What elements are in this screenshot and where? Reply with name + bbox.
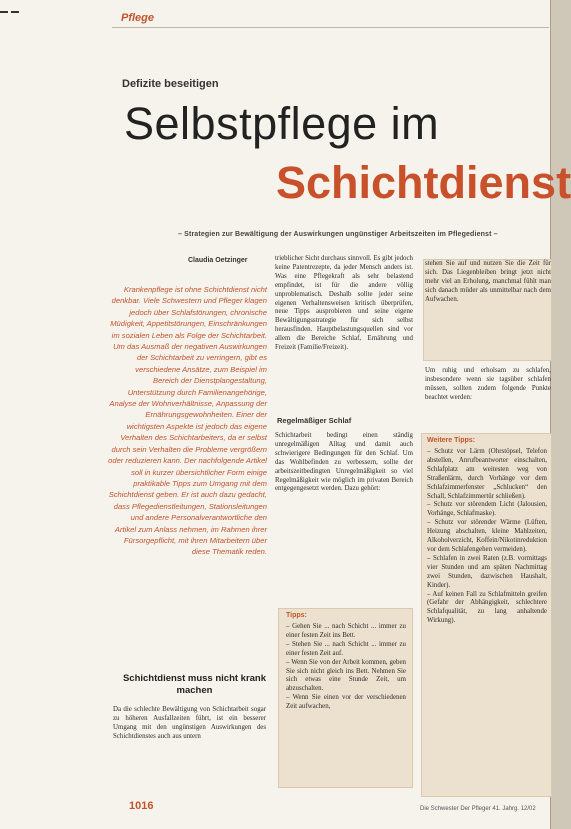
lead-text: Krankenpflege ist ohne Schichtdienst nicht denkbar. Viele Schwestern und Pfleger klagen jedoch über Schlafstörungen, chronische Müdigkeit, Appetitstörungen, Einschränkungen im sozialen Leben als Folge der Schichtarbeit. Um das Ausmaß der negativen Auswirkungen der Schichtarbeit zu verringern, gibt es verschiedene Ansätze, zum Beispiel im Bereich der Dienstplangestaltung, Unterstützung durch Familienangehörige, Analyse der Wohnverhältnisse, Anpassung der Ernährungsgewohnheiten. Einer der wichtigsten Aspekte ist jedoch das eigene Verhalten des Schichtarbeiters, da er selbst durch sein Verhalten die Probleme vergrößern oder reduzieren kann. Der nachfolgende Artikel soll in kurzer übersichtlicher Form einige praktikable Tipps zum Umgang mit dem Schichtdienst geben. Er ist auch dazu gedacht, dass Pflegedienstleitungen, Stationsleitungen und andere Personalverantwortliche den Artikel zum Anlass nehmen, im Rahmen ihrer Fürsorgepflicht, mit ihren Mitarbeitern über diese Thematik reden. [108,285,267,557]
col2-paragraph-a: trieblicher Sicht durchaus sinnvoll. Es gibt jedoch keine Patentrezepte, da jeder Mensch anders ist. Was eine Pflegekraft als sehr belastend empfindet, ist für die andere völlig unproblematisch. Deshalb sollte jeder seine eigenen Verhaltensweisen kritisch überprüfen, neue Tipps ausprobieren und seine eigene Bewältigungsstrategie für sich selbst herausfinden. Hauptbelastungsquellen sind vor allem die Bereiche Schlaf, Ernährung und Freizeit (Familie/Freizeit). [275,255,413,352]
heading-schichtdienst: Schichtdienst muss nicht krank machen [122,673,267,696]
col3-paragraph-b: Um ruhig und erholsam zu schlafen, insbesondere wenn sie tagsüber schlafen müssen, sollten zudem folgende Punkte beachtet werden: [425,367,551,401]
tip-item: – Schutz vor Lärm (Ohrstöpsel, Telefon abstellen, Anrufbeantworter einschalten, Schlafplatz am weitesten weg von Straßenlärm, durch Vorhänge vor dem Schlafzimmerfenster „Schlucken“ den Schall, Schlafzimmertür schließen). [427,448,547,500]
col1-paragraph: Da die schlechte Bewältigung von Schichtarbeit sogar zu höheren Ausfallzeiten führt, ist ein besserer Umgang mit den ungünstigen Auswirkungen des Schichtdienstes auch aus untern [113,706,266,740]
section-rule [112,27,549,28]
page-edge-shadow [550,0,571,829]
col3-paragraph-a: stehen Sie auf und nutzen Sie die Zeit für sich. Das Liegenbleiben bringt jetzt nicht mehr viel an Erholung, manchmal fühlt man sich danach müder als unmittelbar nach dem Aufwachen. [425,260,551,303]
tip-item: – Schlafen in zwei Raten (z.B. vormittags vier Stunden und am späten Nachmittag zwei Stunden, dazwischen Haushalt, Kinder). [427,554,547,589]
tip-box-1-title: Tipps: [286,612,307,619]
tip-item: – Schutz vor störender Wärme (Lüften, Heizung abschalten, kleine Mahlzeiten, Alkoholverzicht, Koffein/Nikotinreduktion vor dem Schlafengehen vermeiden). [427,519,547,553]
page-number: 1016 [129,800,154,812]
page-title-line-2: Schichtdienst [276,157,571,208]
tip-item: – Wenn Sie einen vor der verschiedenen Zeit aufwachen, [286,694,406,711]
footer-citation: Die Schwester Der Pfleger 41. Jahrg. 12/02 [420,806,536,812]
kicker: Defizite beseitigen [122,78,219,90]
tip-box-3-list [427,448,547,626]
lead-paragraph [108,284,267,558]
section-tag: Pflege [121,12,155,24]
page-title-line-1: Selbstpflege im [124,98,440,149]
tip-item: – Auf keinen Fall zu Schlafmitteln greifen (Gefahr der Abhängigkeit, schlechtere Schlafqualität, zu lang anhaltende Wirkung). [427,590,547,625]
subtitle: – Strategien zur Bewältigung der Auswirkungen ungünstiger Arbeitszeiten im Pflegedienst – [178,231,498,238]
tip-box-1-list [286,623,406,712]
column-2-text-b [275,432,413,494]
heading-regelmaessiger-schlaf: Regelmäßiger Schlaf [277,416,352,425]
column-1-text [113,706,266,742]
column-3-text-b [425,367,551,403]
tip-box-3-title: Weitere Tipps: [427,437,475,444]
tip-item: – Stehen Sie ... nach Schicht ... immer zu einer festen Zeit auf. [286,640,406,657]
col2-paragraph-b: Schichtarbeit bedingt einen ständig unregelmäßigen Alltag und damit auch schwierigere Bedingungen für den Schlaf. Um das Wohlbefinden zu verbessern, sollte der arbeitszeitbedingten Unregelmäßigkeit so viel Regelmäßigkeit wie möglich im privaten Bereich entgegengesetzt werden. Dazu gehört: [275,432,413,493]
column-2-text-a [275,255,413,353]
tip-item: – Gehen Sie ... nach Schicht ... immer zu einer festen Zeit ins Bett. [286,623,406,639]
author: Claudia Oetzinger [188,257,248,264]
tip-box-1 [278,608,413,788]
tip-item: – Schutz vor störendem Licht (Jalousien, Vorhänge, Schlafmaske). [427,501,547,518]
column-3-text-a [425,260,551,305]
crop-mark [0,0,30,10]
tip-item: – Wenn Sie von der Arbeit kommen, geben Sie sich nicht gleich ins Bett. Nehmen Sie sich etwas eine Stunde Zeit, um abzuschalten. [286,658,406,693]
tip-box-3 [421,433,552,797]
